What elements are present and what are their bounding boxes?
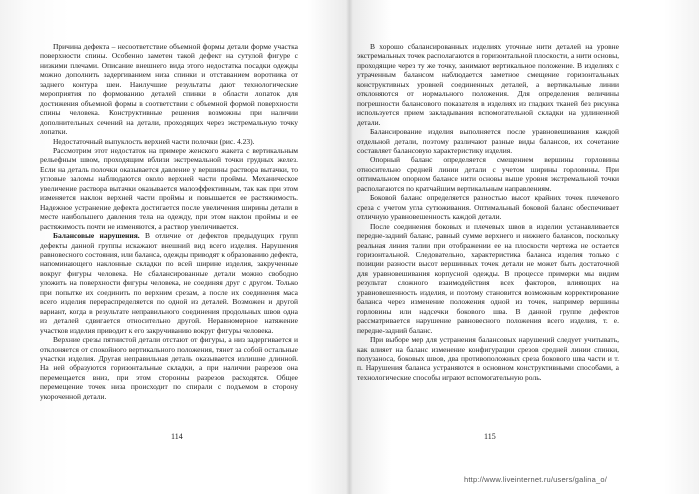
- paragraph: Причина дефекта – несоответствие объемной формы детали форме участка поверхности спины. Особенно заметен такой дефект на сутулой фигуре с низкими плечами. Описание внешнего вида этого недостатка посадки одежды можно дополнить задергиванием низа спинки и отставанием воротника от заднего контура шеи. Наилучшие результаты дают технологические мероприятия по формованию деталей спинки в области лопаток для достижения объемной формы в соответствии с объемной формой поверхности спины человека. Конструктивные решения возможны при наличии дополнительных сечений на детали, проходящих через экстремальную точку лопатки.: [40, 42, 298, 137]
- watermark-url: http://www.liveinternet.ru/users/galina_o/: [464, 475, 608, 484]
- paragraph: Рассмотрим этот недостаток на примере женского жакета с вертикальным рельефным швом, проходящим вблизи экстремальной точки грудных желез. Если на деталь полочки оказывается давление у вершины раствора вытачки, то угловые заломы наблюдаются около верхней части проймы. Механическое увеличение раствора вытачки оказывается малоэффективным, так как при этом изменяется наклон верхней части проймы и повышается ее растяжимость. Надежное устранение дефекта достигается после увеличения ширины детали в месте наибольшего давления тела на одежду, при этом наклон проймы и ее растяжимость почти не изменяются, а раствор увеличивается.: [40, 145, 298, 231]
- paragraph: При выборе мер для устранения балансовых нарушений следует учитывать, как влияет на баланс изменение конфигурации срезов средней линии спинки, полузаноса, боковых швов, два противоположных среза бокового шва части и т. п. Нарушения баланса устраняются в основном конструктивными способами, а технологические способы играют вспомогательную роль.: [357, 335, 619, 382]
- left-page-text: [40, 42, 298, 401]
- paragraph: Недостаточный выпуклость верхней части полочки (рис. 4.23).: [53, 136, 255, 146]
- paragraph: Верхние срезы пятнистой детали отстают от фигуры, а низ задергивается и отклоняется от спокойного вертикального положения, тянет за собой остальные участки изделия. Другая неправильная деталь оказывается излишне длинной. На ней образуются горизонтальные складки, а при наличии разрезов она перемещается вниз, при этом сторонны разрезов расходятся. Общее перемещение точек низа происходит по спирали с подъемом в сторону укороченной детали.: [40, 335, 298, 401]
- paragraph: Опорный баланс определяется смещением вершины горловины относительно средней линии детали с учетом ширины горловины. При оптимальном опорном балансе нити основы выше уровня экстремальной точки располагаются по кратчайшим вертикальным направлениям.: [357, 155, 619, 193]
- right-page-text: [357, 42, 619, 382]
- page-number-left: 114: [171, 432, 183, 441]
- bold-term: Балансовые нарушения.: [53, 231, 140, 241]
- paragraph: Боковой баланс определяется разностью высот крайних точек плечевого среза с учетом угла сутюживания. Оптимальный боковой баланс обеспечивает отличную уравновешенность каждой детали.: [357, 193, 619, 222]
- paragraph: После соединения боковых и плечевых швов в изделии устанавливается передне-задний баланс, равный сумме верхнего и нижнего балансов, поскольку реальная линия талии при отображении ее на плоскости чертежа не остается горизонтальной. Следовательно, характеристика баланса изделия только с позиции разности высот вершинных точек детали не может быть достаточной для уравновешивания корпусной одежды. В процессе примерки мы видим результат сложного взаимодействия всех факторов, влияющих на уравновешенность изделия, и поэтому становится возможным корректирование баланса через изменение положения одной из точек, например вершины горловины или надсечки бокового шва. В данной группе дефектов рассматривается нарушение равновесного положения всего изделия, т. е. передне-задний баланс.: [357, 221, 619, 335]
- paragraph: В хорошо сбалансированных изделиях уточные нити деталей на уровне экстремальных точек располагаются в горизонтальной плоскости, а нити основы, проходящие через ту же точку, занимают вертикальное положение. В изделиях с утраченным балансом наблюдается заметное смещение горизонтальных конструктивных уровней соединенных деталей, а вертикальные линии отклоняются от нормального положения. Для определения величины погрешности балансового показателя в изделиях из гладких тканей без рисунка используется прием закладывания вспомогательной складки на удлиненной детали.: [357, 42, 619, 127]
- page-number-right: 115: [484, 432, 496, 441]
- paragraph: Балансирование изделия выполняется после уравновешивания каждой отдельной детали, поэтому различают разные виды балансов, их сочетание составляет балансовую характеристику изделия.: [357, 127, 619, 155]
- paragraph: [40, 231, 298, 335]
- paragraph-text: В отличие от дефектов предыдущих групп дефекты данной группы искажают внешний вид всего изделия. Нарушения равновесного состояния, или баланса, одежды приводят к образованию дефекта, напоминающего наклонные складки по всей ширине изделия, закрученные вокруг фигуры человека. Не сбалансированные детали можно свободно уложить на поверхности фигуры человека, не соединяя друг с другом. Только при попытке их соединить по верхним срезам, а после их соединения маса всего изделия перераспределяется по одной из деталей. Возможен и другой вариант, когда в результате неправильного соединения продольных швов одна из деталей сдвигается относительно другой. Неравномерное натяжение участков изделия приводит к его закручиванию вокруг фигуры человека.: [40, 231, 298, 335]
